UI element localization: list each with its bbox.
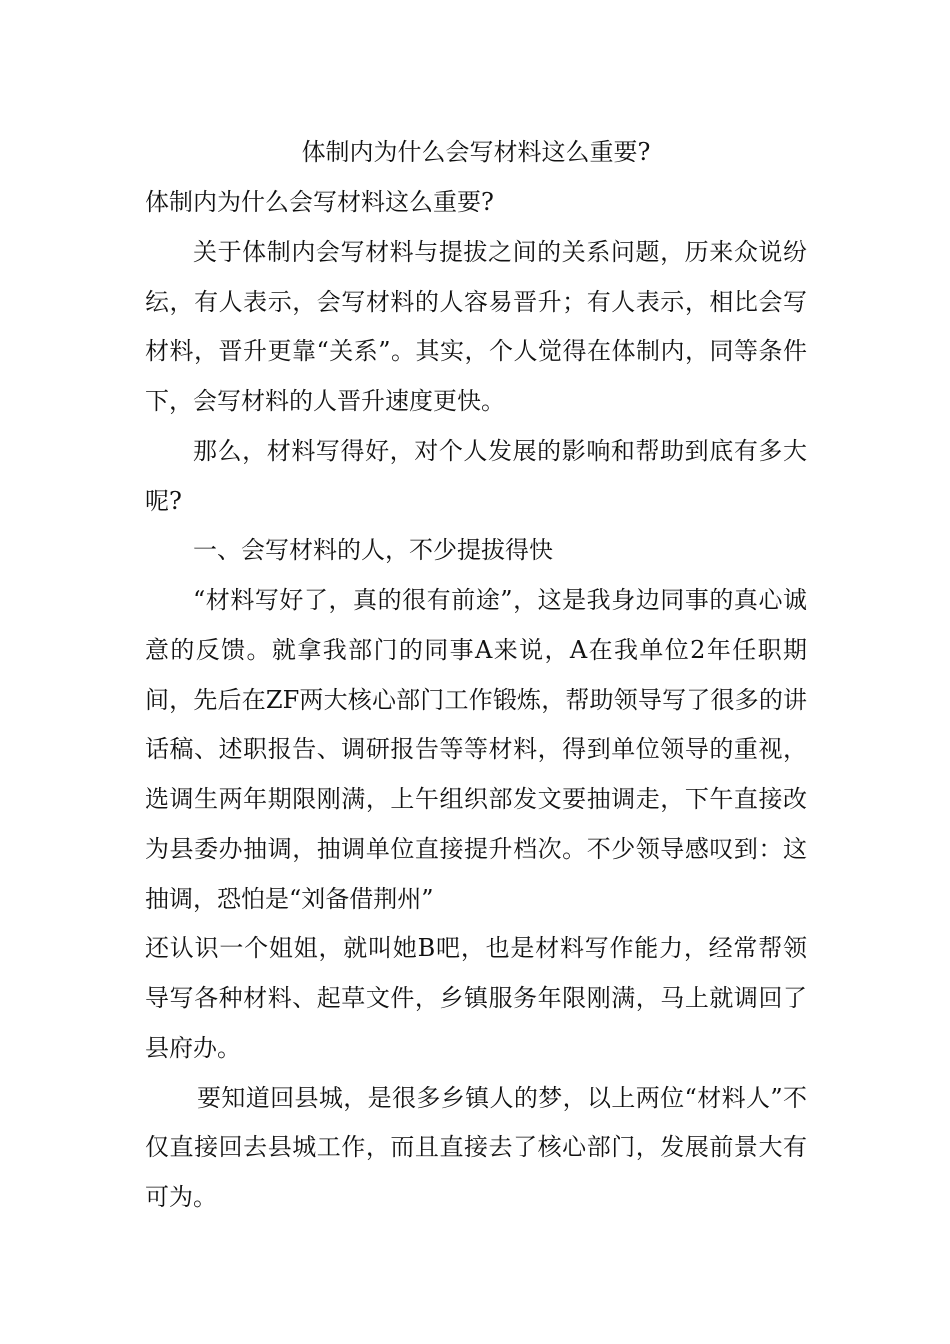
paragraph-conclusion: 要知道回县城，是很多乡镇人的梦，以上两位“材料人”不仅直接回去县城工作，而且直接去了核心部门，发展前景大有可为。 — [145, 1083, 807, 1211]
document-body — [145, 178, 807, 1223]
paragraph-intro: 关于体制内会写材料与提拔之间的关系问题，历来众说纷纭，有人表示，会写材料的人容易晋升；有人表示，相比会写材料，晋升更靠“关系”。其实，个人觉得在体制内，同等条件下，会写材料的人晋升速度更快。 — [145, 237, 807, 415]
paragraph-sister-b: 还认识一个姐姐，就叫她B吧，也是材料写作能力，经常帮领导写各种材料、起草文件，乡镇服务年限刚满，马上就调回了县府办。 — [145, 934, 807, 1062]
paragraph-question: 那么，材料写得好，对个人发展的影响和帮助到底有多大呢? — [145, 436, 807, 515]
section-heading: 一、会写材料的人，不少提拔得快 — [193, 536, 553, 565]
document-title: 体制内为什么会写材料这么重要? — [301, 138, 651, 166]
body-heading: 体制内为什么会写材料这么重要? — [145, 188, 494, 216]
paragraph-colleague-a: “材料写好了，真的很有前途”，这是我身边同事的真心诚意的反馈。就拿我部门的同事A来说，A在我单位2年任职期间，先后在ZF两大核心部门工作锻炼，帮助领导写了很多的讲话稿、述职报告、调研报告等等材料，得到单位领导的重视，选调生两年期限刚满，上午组织部发文要抽调走，下午直接改为县委办抽调，抽调单位直接提升档次。不少领导感叹到：这抽调，恐怕是“刘备借荆州” — [145, 586, 807, 913]
document-page — [145, 0, 807, 1344]
